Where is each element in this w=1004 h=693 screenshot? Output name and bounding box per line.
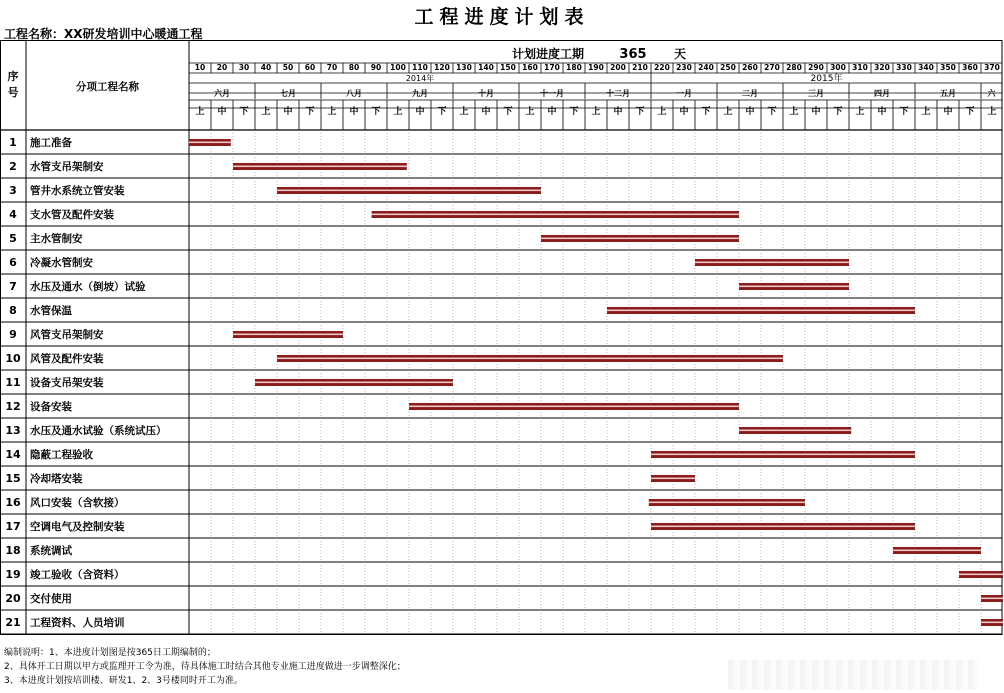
month-label: 七月 bbox=[280, 89, 296, 98]
task-bar-stripe bbox=[651, 478, 695, 480]
day-mark-label: 270 bbox=[764, 63, 780, 72]
task-name: 竣工验收（含资料） bbox=[30, 569, 125, 581]
day-mark-label: 140 bbox=[478, 63, 494, 72]
month-label: 十月 bbox=[478, 89, 494, 98]
xun-label: 上 bbox=[591, 107, 601, 117]
xun-label: 下 bbox=[899, 107, 909, 117]
task-name: 水压及通水（倒坡）试验 bbox=[30, 281, 146, 293]
task-no: 13 bbox=[5, 424, 21, 437]
day-mark-label: 180 bbox=[566, 63, 582, 72]
task-bar-stripe bbox=[277, 190, 541, 192]
xun-label: 下 bbox=[503, 107, 513, 117]
task-no: 15 bbox=[5, 472, 21, 485]
month-label: 十二月 bbox=[606, 89, 630, 98]
xun-label: 中 bbox=[349, 107, 359, 117]
day-mark-label: 310 bbox=[852, 63, 868, 72]
task-no: 4 bbox=[9, 208, 17, 221]
task-no: 21 bbox=[5, 616, 21, 629]
xun-label: 中 bbox=[547, 107, 557, 117]
task-name: 隐蔽工程验收 bbox=[30, 449, 93, 461]
xun-label: 下 bbox=[701, 107, 711, 117]
task-name: 设备支吊架安装 bbox=[30, 377, 104, 389]
task-bar-stripe bbox=[981, 622, 1003, 624]
task-bar-stripe bbox=[277, 358, 783, 360]
task-name: 水压及通水试验（系统试压） bbox=[30, 425, 167, 437]
task-no: 8 bbox=[9, 304, 17, 317]
task-no: 5 bbox=[9, 232, 17, 245]
task-bar-stripe bbox=[893, 550, 981, 552]
xun-label: 上 bbox=[789, 107, 799, 117]
xun-label: 下 bbox=[569, 107, 579, 117]
day-mark-label: 250 bbox=[720, 63, 736, 72]
task-name: 冷凝水管制安 bbox=[30, 257, 93, 269]
xun-label: 上 bbox=[459, 107, 469, 117]
task-bar-stripe bbox=[233, 166, 407, 168]
day-mark-label: 340 bbox=[918, 63, 934, 72]
day-mark-label: 160 bbox=[522, 63, 538, 72]
note-line: 2、具体开工日期以甲方或监理开工令为准，待具体施工时结合其他专业施工进度做进一步调整深化； bbox=[4, 662, 406, 672]
xun-label: 上 bbox=[657, 107, 667, 117]
seq-header: 序 bbox=[7, 70, 19, 83]
task-no: 3 bbox=[9, 184, 17, 197]
item-header: 分项工程名称 bbox=[76, 81, 139, 93]
day-mark-label: 90 bbox=[370, 63, 382, 72]
task-no: 1 bbox=[9, 136, 17, 149]
xun-label: 下 bbox=[437, 107, 447, 117]
month-label: 六月 bbox=[214, 89, 230, 98]
task-no: 20 bbox=[5, 592, 21, 605]
day-mark-label: 370 bbox=[984, 63, 1000, 72]
duration-unit: 天 bbox=[673, 47, 687, 61]
day-mark-label: 20 bbox=[216, 63, 228, 72]
task-bar-stripe bbox=[739, 286, 849, 288]
task-bar-stripe bbox=[233, 334, 343, 336]
day-mark-label: 10 bbox=[194, 63, 206, 72]
xun-label: 中 bbox=[481, 107, 491, 117]
xun-label: 下 bbox=[635, 107, 645, 117]
day-mark-label: 190 bbox=[588, 63, 604, 72]
xun-label: 上 bbox=[921, 107, 931, 117]
day-mark-label: 150 bbox=[500, 63, 516, 72]
day-mark-label: 210 bbox=[632, 63, 648, 72]
month-label: 二月 bbox=[742, 89, 758, 98]
task-name: 水管支吊架制安 bbox=[30, 161, 104, 173]
xun-label: 下 bbox=[965, 107, 975, 117]
xun-label: 上 bbox=[261, 107, 271, 117]
task-name: 施工准备 bbox=[30, 137, 72, 149]
xun-label: 上 bbox=[393, 107, 403, 117]
seq-header: 号 bbox=[7, 86, 19, 99]
task-name: 风口安装（含软接） bbox=[30, 497, 125, 509]
task-no: 9 bbox=[9, 328, 17, 341]
task-bar-stripe bbox=[695, 262, 849, 264]
xun-label: 中 bbox=[745, 107, 755, 117]
xun-label: 中 bbox=[679, 107, 689, 117]
month-label: 四月 bbox=[874, 89, 890, 98]
gantt-chart bbox=[0, 40, 1004, 636]
xun-label: 上 bbox=[195, 107, 205, 117]
task-no: 6 bbox=[9, 256, 17, 269]
note-line: 编制说明：1、本进度计划图是按365日工期编制的； bbox=[4, 648, 216, 658]
day-mark-label: 320 bbox=[874, 63, 890, 72]
blurred-watermark bbox=[728, 660, 978, 690]
task-name: 交付使用 bbox=[30, 593, 72, 605]
task-no: 18 bbox=[5, 544, 21, 557]
day-mark-label: 120 bbox=[434, 63, 450, 72]
xun-label: 上 bbox=[327, 107, 337, 117]
notes bbox=[4, 646, 406, 688]
xun-label: 下 bbox=[305, 107, 315, 117]
task-bar-stripe bbox=[372, 214, 739, 216]
day-mark-label: 220 bbox=[654, 63, 670, 72]
task-name: 冷却塔安装 bbox=[30, 473, 83, 485]
xun-label: 中 bbox=[811, 107, 821, 117]
task-no: 7 bbox=[9, 280, 17, 293]
day-mark-label: 280 bbox=[786, 63, 802, 72]
day-mark-label: 360 bbox=[962, 63, 978, 72]
day-mark-label: 80 bbox=[348, 63, 360, 72]
day-mark-label: 100 bbox=[390, 63, 406, 72]
task-name: 设备安装 bbox=[30, 401, 72, 413]
duration-value: 365 bbox=[619, 47, 647, 62]
day-mark-label: 330 bbox=[896, 63, 912, 72]
day-mark-label: 50 bbox=[282, 63, 294, 72]
xun-label: 中 bbox=[943, 107, 953, 117]
day-mark-label: 170 bbox=[544, 63, 560, 72]
task-name: 空调电气及控制安装 bbox=[30, 521, 125, 533]
month-label: 三月 bbox=[808, 89, 824, 98]
task-bar-stripe bbox=[255, 382, 453, 384]
task-name: 支水管及配件安装 bbox=[30, 209, 114, 221]
day-mark-label: 240 bbox=[698, 63, 714, 72]
task-bar-stripe bbox=[651, 454, 915, 456]
xun-label: 中 bbox=[217, 107, 227, 117]
task-name: 管井水系统立管安装 bbox=[30, 185, 125, 197]
day-mark-label: 260 bbox=[742, 63, 758, 72]
page-title: 工程进度计划表 bbox=[414, 6, 590, 28]
xun-label: 上 bbox=[987, 107, 997, 117]
day-mark-label: 30 bbox=[238, 63, 250, 72]
day-mark-label: 40 bbox=[260, 63, 272, 72]
xun-label: 下 bbox=[767, 107, 777, 117]
xun-label: 上 bbox=[525, 107, 535, 117]
xun-label: 下 bbox=[239, 107, 249, 117]
task-bar-stripe bbox=[189, 142, 231, 144]
month-label: 十一月 bbox=[540, 89, 564, 98]
task-bar-stripe bbox=[649, 502, 805, 504]
xun-label: 中 bbox=[613, 107, 623, 117]
task-no: 11 bbox=[5, 376, 21, 389]
day-mark-label: 300 bbox=[830, 63, 846, 72]
task-name: 工程资料、人员培训 bbox=[30, 617, 125, 629]
task-name: 水管保温 bbox=[30, 305, 72, 317]
task-bar-stripe bbox=[607, 310, 915, 312]
task-name: 主水管制安 bbox=[30, 233, 83, 245]
task-no: 14 bbox=[5, 448, 21, 461]
month-label: 一月 bbox=[676, 89, 692, 98]
day-mark-label: 290 bbox=[808, 63, 824, 72]
task-no: 19 bbox=[5, 568, 21, 581]
task-bar-stripe bbox=[739, 430, 851, 432]
year-label-2014: 2014年 bbox=[405, 74, 435, 83]
task-no: 2 bbox=[9, 160, 17, 173]
day-mark-label: 350 bbox=[940, 63, 956, 72]
task-name: 风管支吊架制安 bbox=[30, 329, 104, 341]
month-label: 八月 bbox=[346, 89, 362, 98]
day-mark-label: 130 bbox=[456, 63, 472, 72]
xun-label: 下 bbox=[833, 107, 843, 117]
task-no: 17 bbox=[5, 520, 21, 533]
xun-label: 中 bbox=[415, 107, 425, 117]
xun-label: 下 bbox=[371, 107, 381, 117]
task-name: 风管及配件安装 bbox=[30, 353, 104, 365]
xun-label: 上 bbox=[855, 107, 865, 117]
month-label: 九月 bbox=[412, 89, 428, 98]
xun-label: 上 bbox=[723, 107, 733, 117]
task-no: 16 bbox=[5, 496, 21, 509]
task-no: 12 bbox=[5, 400, 21, 413]
note-line: 3、本进度计划按培训楼、研发1、2、3号楼同时开工为准。 bbox=[4, 676, 243, 686]
task-bar-stripe bbox=[541, 238, 739, 240]
day-mark-label: 230 bbox=[676, 63, 692, 72]
year-label-2015: 2015年 bbox=[810, 74, 843, 84]
task-bar-stripe bbox=[959, 574, 1003, 576]
day-mark-label: 200 bbox=[610, 63, 626, 72]
day-mark-label: 70 bbox=[326, 63, 338, 72]
task-no: 10 bbox=[5, 352, 21, 365]
task-bar-stripe bbox=[651, 526, 915, 528]
xun-label: 中 bbox=[877, 107, 887, 117]
day-mark-label: 60 bbox=[304, 63, 316, 72]
month-label: 五月 bbox=[940, 89, 956, 98]
month-label: 六 bbox=[987, 89, 996, 98]
task-name: 系统调试 bbox=[30, 545, 72, 557]
task-bar-stripe bbox=[981, 598, 1003, 600]
project-name: 工程名称：XX研发培训中心暖通工程 bbox=[4, 27, 203, 41]
duration-label: 计划进度工期 bbox=[511, 47, 585, 61]
day-mark-label: 110 bbox=[412, 63, 428, 72]
task-bar-stripe bbox=[409, 406, 739, 408]
xun-label: 中 bbox=[283, 107, 293, 117]
